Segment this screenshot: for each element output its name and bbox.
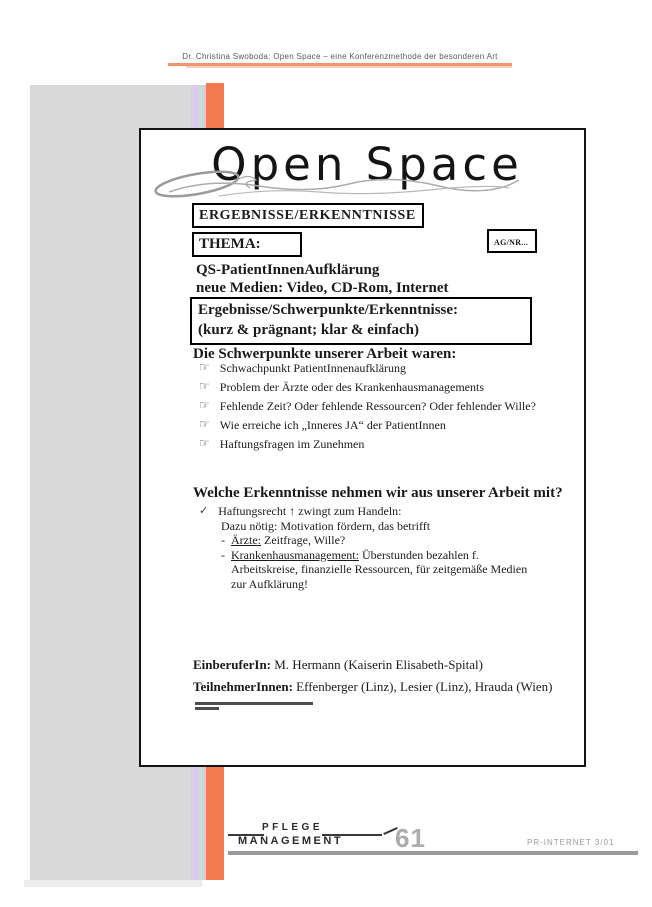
running-header: Dr. Christina Swoboda: Open Space – eine Konferenzmethode der besonderen Art <box>182 52 498 61</box>
focus-list <box>199 361 569 456</box>
participants-row <box>193 679 553 695</box>
focus-heading: Die Schwerpunkte unserer Arbeit waren: <box>193 346 457 362</box>
results-header-label: ERGEBNISSE/ERKENNTNISSE <box>199 208 416 223</box>
insights-block <box>199 504 544 591</box>
summary-box-line-2: (kurz & prägnant; klar & einfach) <box>198 322 419 338</box>
pointing-hand-icon: ☞ <box>199 398 210 412</box>
convener-value: M. Hermann (Kaiserin Elisabeth-Spital) <box>274 657 483 672</box>
dash-item <box>221 533 537 548</box>
list-item <box>199 380 569 399</box>
results-header-box <box>192 203 424 228</box>
list-item-text: Schwachpunkt PatientInnenaufklärung <box>219 361 407 375</box>
participants-value: Effenberger (Linz), Lesier (Linz), Hrauda (Wien) <box>296 679 553 694</box>
summary-box-line-1: Ergebnisse/Schwerpunkte/Erkenntnisse: <box>198 302 459 318</box>
pointing-hand-icon: ☞ <box>199 436 210 450</box>
dash-item <box>221 548 537 592</box>
list-item <box>199 399 569 418</box>
dash-marker: - <box>221 547 225 562</box>
list-item <box>199 418 569 437</box>
list-item-text: Haftungsfragen im Zunehmen <box>219 437 365 451</box>
thema-box <box>192 232 302 257</box>
topic-line-1: QS-PatientInnenAufklärung <box>196 262 380 278</box>
check-icon: ✓ <box>199 504 209 517</box>
dash-rest: Zeitfrage, Wille? <box>260 533 346 547</box>
header-underline-pink <box>186 66 512 68</box>
issue-label: PR-INTERNET 3/01 <box>527 838 615 847</box>
list-item-text: Wie erreiche ich „Inneres JA“ der PatientInnen <box>219 418 446 432</box>
participants-label: TeilnehmerInnen: <box>193 679 293 694</box>
pointing-hand-icon: ☞ <box>199 360 210 374</box>
left-gray-panel-shadow <box>24 880 202 887</box>
pointing-hand-icon: ☞ <box>199 379 210 393</box>
topic-text <box>196 261 448 297</box>
insight-subtext: Dazu nötig: Motivation fördern, das betrifft <box>221 518 431 533</box>
worksheet-page <box>139 128 586 767</box>
check-item <box>199 504 544 519</box>
list-item-text: Problem der Ärzte oder des Krankenhausmanagements <box>219 380 485 394</box>
list-item <box>199 437 569 456</box>
dash-marker: - <box>221 533 225 547</box>
topic-line-2: neue Medien: Video, CD-Rom, Internet <box>196 280 449 296</box>
pointing-hand-icon: ☞ <box>199 417 210 431</box>
thema-label: THEMA: <box>199 236 261 252</box>
check-item-text: Haftungsrecht ↑ zwingt zum Handeln: <box>218 504 402 518</box>
convener-label: EinberuferIn: <box>193 657 271 672</box>
ag-nr-label: AG/NR... <box>494 238 529 247</box>
dash-rest: Überstunden bezahlen f. Arbeitskreise, finanzielle Ressourcen, für zeitgemäße Medien zur Aufklärung! <box>231 547 528 591</box>
dash-item-text <box>231 533 345 548</box>
ag-nr-box <box>487 229 537 253</box>
insights-heading: Welche Erkenntnisse nehmen wir aus unserer Arbeit mit? <box>193 485 563 501</box>
dash-term: Krankenhausmanagement: <box>231 547 359 562</box>
list-item-text: Fehlende Zeit? Oder fehlende Ressourcen? Oder fehlender Wille? <box>219 399 536 413</box>
dash-item-text <box>231 548 537 592</box>
dash-term: Ärzte: <box>231 533 261 547</box>
journal-logo-line-2: MANAGEMENT <box>238 835 344 847</box>
page-title: Open Space <box>211 138 523 191</box>
microprint-line <box>195 702 313 705</box>
footer-rule <box>228 851 638 855</box>
convener-row <box>193 657 483 673</box>
journal-logo-line-1: PFLEGE <box>262 822 324 833</box>
list-item <box>199 361 569 380</box>
page-number: 61 <box>395 823 426 853</box>
microprint-line <box>195 707 219 710</box>
summary-box <box>190 297 532 345</box>
